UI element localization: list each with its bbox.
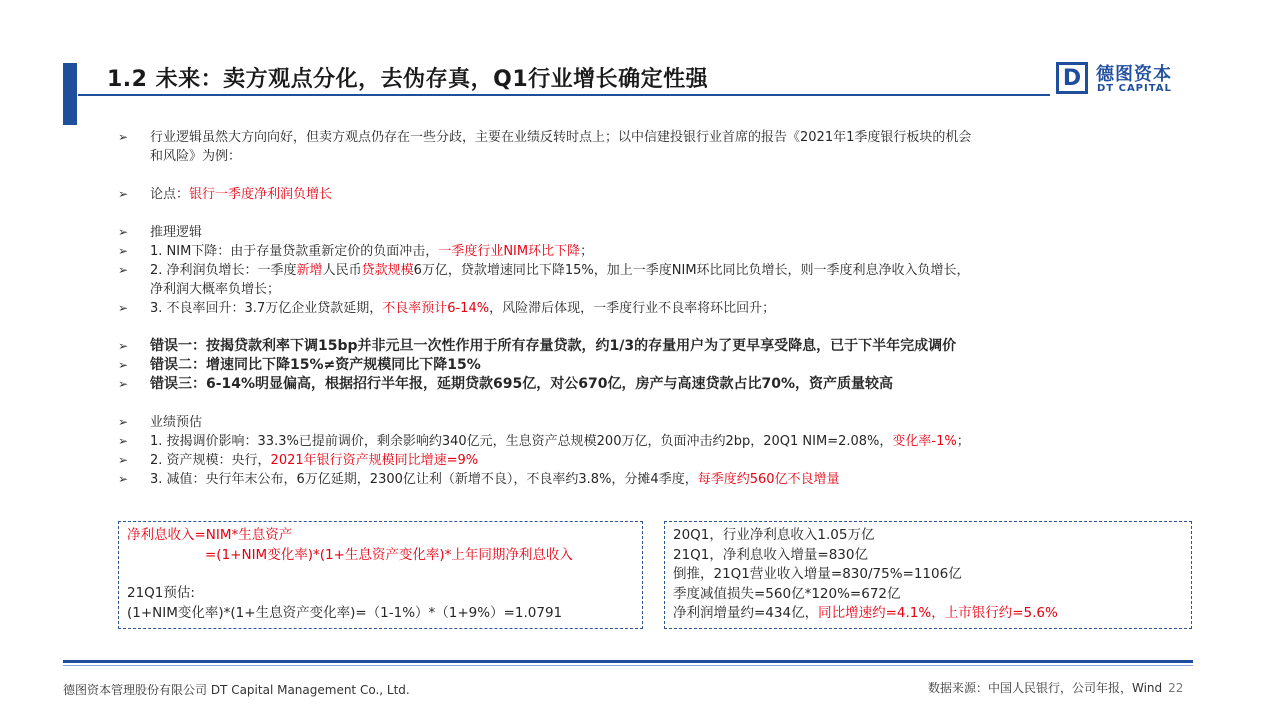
logic-2-text: 2. 净利润负增长：一季度 [150,263,297,278]
bullet-forecast-2 [118,451,1178,470]
bullet-forecast-heading [118,413,1178,432]
bullet-arrow-icon: ➢ [118,244,129,258]
bullet-error-1 [118,337,1178,356]
logic-heading: 推理逻辑 [150,225,203,240]
bullet-arrow-icon: ➢ [118,434,129,448]
bullet-error-3 [118,375,1178,394]
error-3-text: 错误三：6-14%明显偏高，根据招行半年报，延期贷款695亿，对公670亿，房产与高速贷款占比70%，资产质量较高 [150,376,894,392]
logic-3-text: 3. 不良率回升：3.7万亿企业贷款延期， [150,301,383,316]
bullet-arrow-icon: ➢ [118,263,129,277]
bullet-arrow-icon: ➢ [118,187,129,201]
logo-mark-icon: D [1056,62,1088,94]
bullet-arrow-icon: ➢ [118,453,129,467]
bullet-arrow-icon: ➢ [118,339,129,353]
estimate-line-5-text: 净利润增量约=434亿， [673,605,819,621]
estimate-line-5 [673,604,1183,624]
footer-company: 德图资本管理股份有限公司 DT Capital Management Co., Ltd. [63,683,410,697]
logic-1-text: 1. NIM下降：由于存量贷款重新定价的负面冲击， [150,244,439,259]
logic-3-highlight: 不良率预计6-14% [382,301,490,316]
bullet-thesis [118,185,1178,204]
bullet-logic-heading [118,223,1178,242]
formula-line-1: 净利息收入=NIM*生息资产 [127,527,293,543]
bullet-logic-3 [118,299,1178,318]
intro-line-1: 行业逻辑虽然大方向向好，但卖方观点仍存在一些分歧，主要在业绩反转时点上；以中信建投银行业首席的报告《2021年1季度银行板块的机会 [150,130,972,145]
estimate-line-5-highlight: 同比增速约=4.1%，上市银行约=5.6% [818,605,1058,621]
footer-source [928,679,1183,696]
logic-2-text-c: 6万亿，贷款增速同比下降15%，加上一季度NIM环比同比负增长，则一季度利息净收入负增长， [413,263,970,278]
logo-name-cn: 德图资本 [1096,64,1172,85]
company-logo [1056,60,1196,98]
logic-2-text-d: 净利润大概率负增长； [150,282,281,297]
formula-line-4: (1+NIM变化率)*(1+生息资产变化率)=（1-1%）*（1+9%）=1.0791 [127,604,563,621]
formula-line-2: =(1+NIM变化率)*(1+生息资产变化率)*上年同期净利息收入 [205,546,573,563]
estimate-line-1: 20Q1，行业净利息收入1.05万亿 [673,527,875,543]
title-accent-bar [63,63,77,125]
footer-rule-thin [63,665,1193,666]
main-content [118,128,1178,489]
bullet-arrow-icon: ➢ [118,225,129,239]
data-source: 数据来源：中国人民银行，公司年报，Wind [928,681,1163,695]
forecast-3-text: 3. 减值：央行年末公布，6万亿延期，2300亿让利（新增不良），不良率约3.8%，分摊4季度， [150,472,698,487]
bullet-arrow-icon: ➢ [118,301,129,315]
bullet-arrow-icon: ➢ [118,415,129,429]
intro-line-2: 和风险》为例： [150,149,242,164]
formula-box [118,521,643,629]
forecast-1-end: ； [956,434,970,449]
bullet-arrow-icon: ➢ [118,472,129,486]
forecast-2-highlight: 2021年银行资产规模同比增速=9% [270,453,479,468]
logic-1-end: ； [580,244,594,259]
logic-2-text-b: 人民币 [322,263,362,278]
page-title: 1.2 未来：卖方观点分化，去伪存真，Q1行业增长确定性强 [107,67,709,92]
bullet-error-2 [118,356,1178,375]
logo-name-en: DT CAPITAL [1097,83,1172,94]
footer-rule [63,660,1193,663]
bullet-logic-1 [118,242,1178,261]
bullet-intro [118,128,1178,166]
logic-3-end: ，风险滞后体现，一季度行业不良率将环比回升； [489,301,776,316]
thesis-highlight: 银行一季度净利润负增长 [189,187,333,202]
thesis-label: 论点： [150,187,190,202]
bullet-arrow-icon: ➢ [118,377,129,391]
estimate-line-2: 21Q1，净利息收入增量=830亿 [673,546,868,563]
error-1-text: 错误一：按揭贷款利率下调15bp并非元旦一次性作用于所有存量贷款，约1/3的存量用户为了更早享受降息，已于下半年完成调价 [150,338,957,354]
logic-1-highlight: 一季度行业NIM环比下降 [438,244,581,259]
forecast-2-text: 2. 资产规模：央行， [150,453,271,468]
estimate-line-4: 季度减值损失=560亿*120%=672亿 [673,585,901,602]
bullet-logic-2 [118,261,1178,299]
logic-2-highlight-2: 贷款规模 [361,263,414,278]
bullet-arrow-icon: ➢ [118,130,129,144]
forecast-heading: 业绩预估 [150,415,203,430]
error-2-text: 错误二：增速同比下降15%≠资产规模同比下降15% [150,357,481,373]
forecast-1-text: 1. 按揭调价影响：33.3%已提前调价，剩余影响约340亿元，生息资产总规模200万亿，负面冲击约2bp，20Q1 NIM=2.08%， [150,434,893,449]
bullet-forecast-1 [118,432,1178,451]
bullet-arrow-icon: ➢ [118,358,129,372]
page-number: 22 [1168,681,1184,695]
estimate-line-3: 倒推，21Q1营业收入增量=830/75%=1106亿 [673,566,962,582]
formula-line-3: 21Q1预估: [127,585,195,601]
logic-2-highlight-1: 新增 [296,263,323,278]
title-underline [78,94,1050,96]
bullet-forecast-3 [118,470,1178,489]
estimate-box [664,521,1192,629]
forecast-1-highlight: 变化率-1% [892,434,957,449]
forecast-3-highlight: 每季度约560亿不良增量 [697,472,840,487]
